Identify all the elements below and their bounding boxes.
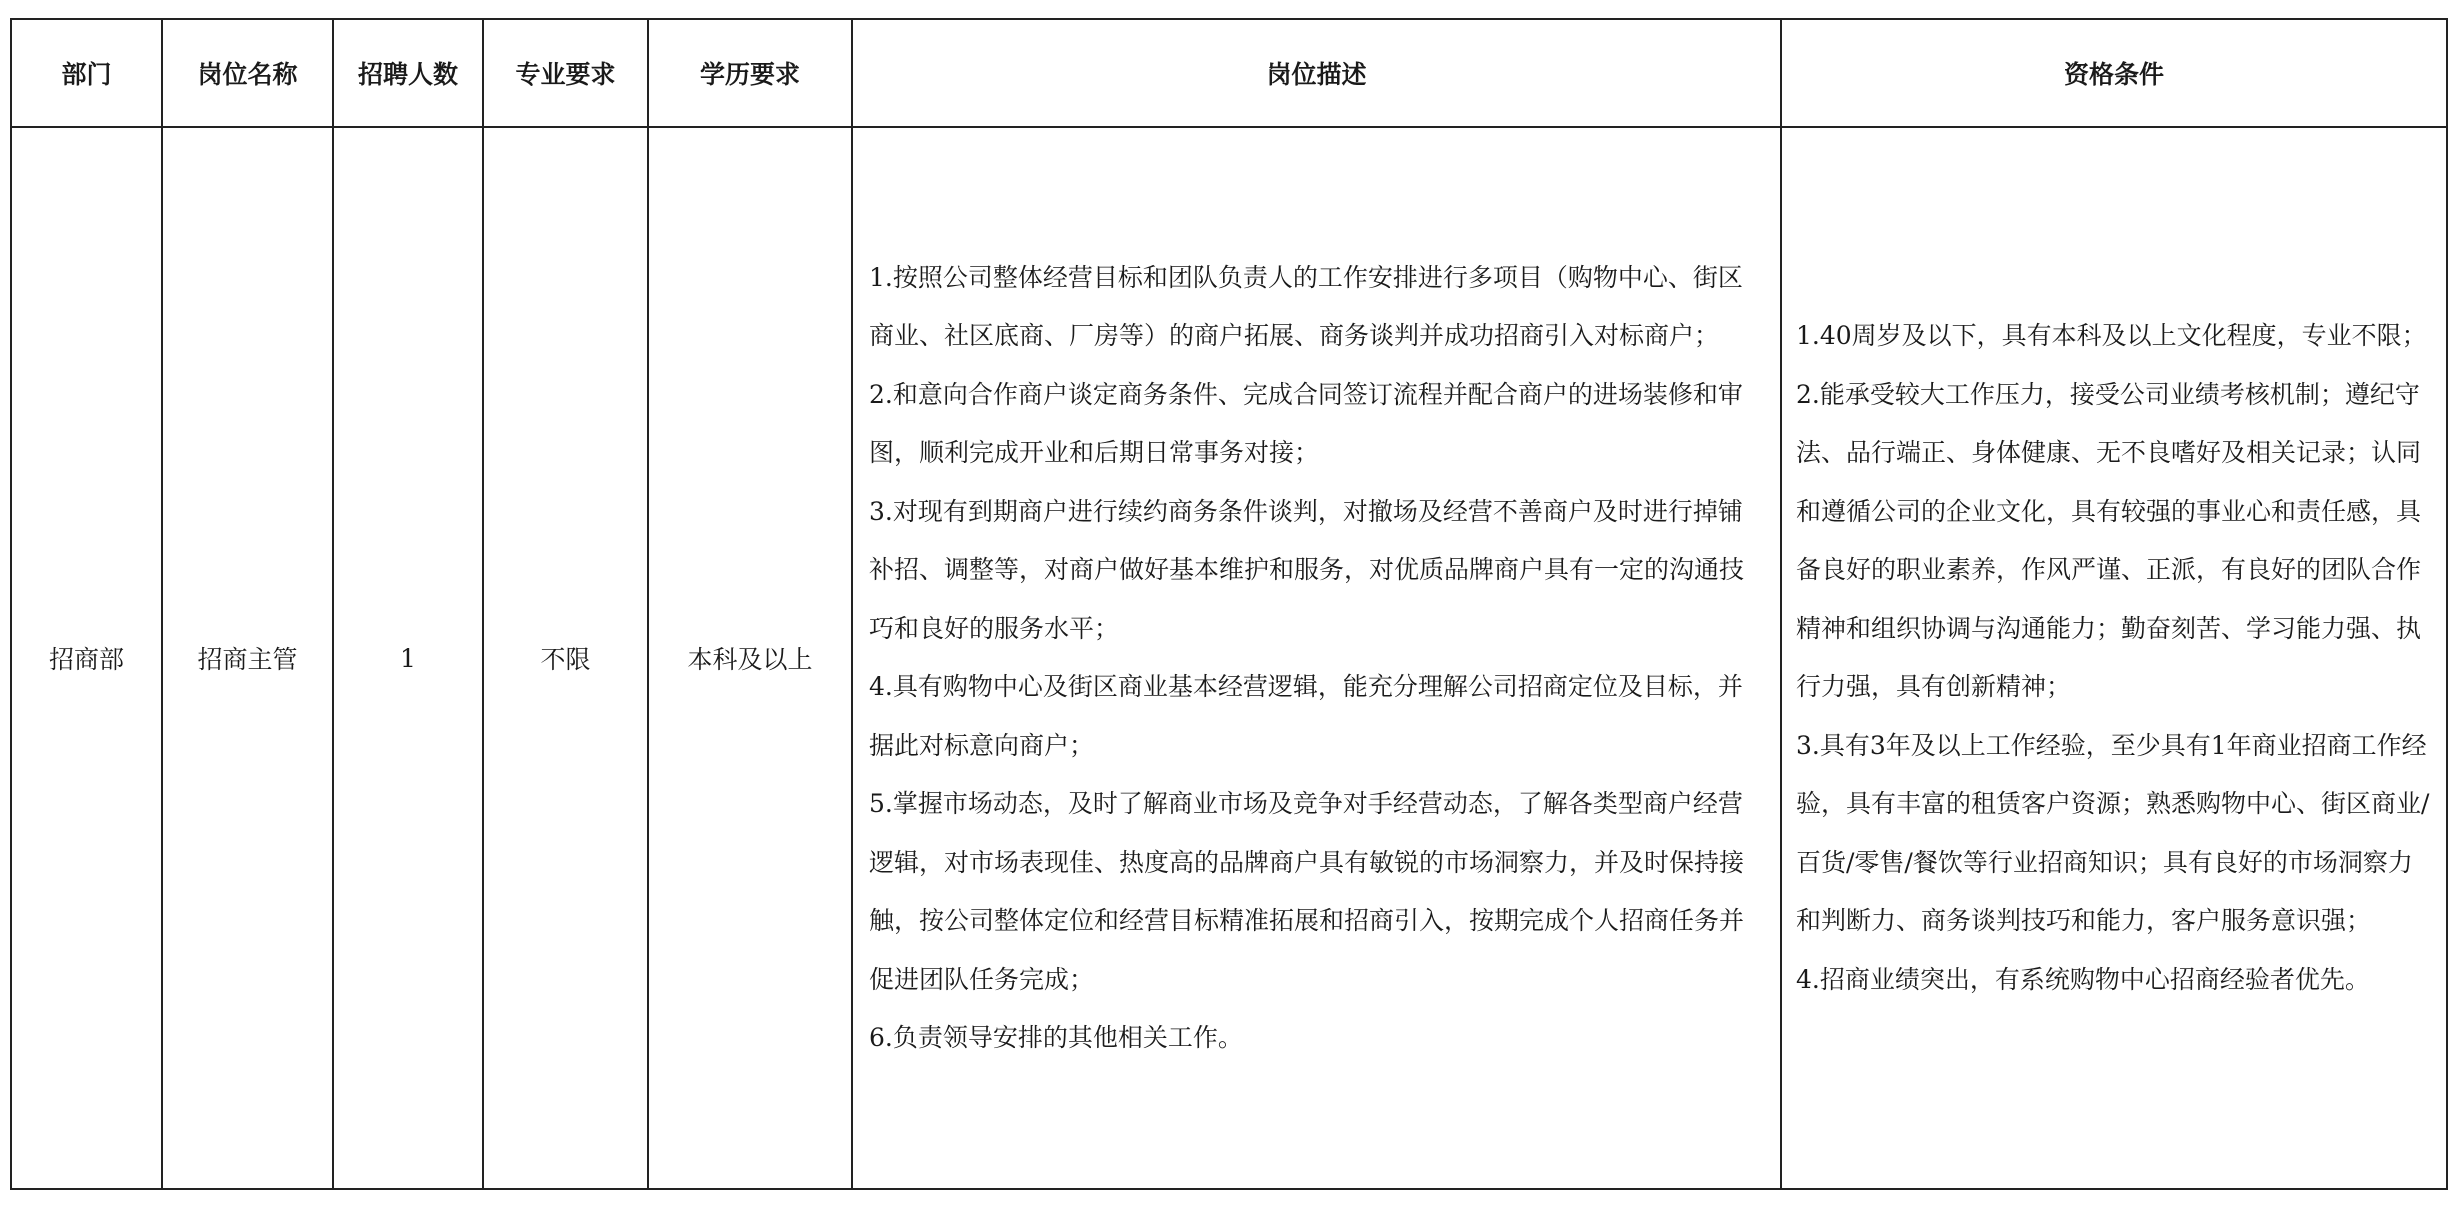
qualification-item-4: 4.招商业绩突出，有系统购物中心招商经验者优先。 <box>1796 964 2370 994</box>
description-item-6: 6.负责领导安排的其他相关工作。 <box>869 1023 1243 1052</box>
cell-major: 不限 <box>483 127 648 1189</box>
description-item-2: 2.和意向合作商户谈定商务条件、完成合同签订流程并配合商户的进场装修和审图，顺利完成开业和后期日常事务对接； <box>869 379 1743 467</box>
cell-qualifications <box>1781 127 2447 1189</box>
header-major: 专业要求 <box>483 19 648 127</box>
description-item-1: 1.按照公司整体经营目标和团队负责人的工作安排进行多项目（购物中心、街区商业、社区底商、厂房等）的商户拓展、商务谈判并成功招商引入对标商户； <box>869 262 1743 350</box>
header-position: 岗位名称 <box>162 19 333 127</box>
header-description: 岗位描述 <box>852 19 1781 127</box>
recruitment-table <box>10 18 2448 1190</box>
qualification-item-1: 1.40周岁及以下，具有本科及以上文化程度，专业不限； <box>1796 321 2427 350</box>
table-row <box>11 127 2447 1189</box>
qualification-item-2: 2.能承受较大工作压力，接受公司业绩考核机制；遵纪守法、品行端正、身体健康、无不良嗜好及相关记录；认同和遵循公司的企业文化，具有较强的事业心和责任感，具备良好的职业素养，作风严谨、正派，有良好的团队合作精神和组织协调与沟通能力；勤奋刻苦、学习能力强、执行力强，具有创新精神； <box>1796 379 2422 701</box>
header-qualifications: 资格条件 <box>1781 19 2447 127</box>
recruitment-table-container <box>10 18 2448 1190</box>
cell-description <box>852 127 1781 1189</box>
cell-position: 招商主管 <box>162 127 333 1189</box>
qualification-item-3: 3.具有3年及以上工作经验，至少具有1年商业招商工作经验，具有丰富的租赁客户资源；熟悉购物中心、街区商业/百货/零售/餐饮等行业招商知识；具有良好的市场洞察力和判断力、商务谈判技巧和能力，客户服务意识强； <box>1796 730 2430 935</box>
header-education: 学历要求 <box>648 19 852 127</box>
cell-education: 本科及以上 <box>648 127 852 1189</box>
description-item-5: 5.掌握市场动态，及时了解商业市场及竞争对手经营动态，了解各类型商户经营逻辑，对市场表现佳、热度高的品牌商户具有敏锐的市场洞察力，并及时保持接触，按公司整体定位和经营目标精准拓展和招商引入，按期完成个人招商任务并促进团队任务完成； <box>869 789 1745 994</box>
description-item-3: 3.对现有到期商户进行续约商务条件谈判，对撤场及经营不善商户及时进行掉铺补招、调整等，对商户做好基本维护和服务，对优质品牌商户具有一定的沟通技巧和良好的服务水平； <box>869 496 1745 643</box>
cell-dept: 招商部 <box>11 127 162 1189</box>
description-item-4: 4.具有购物中心及街区商业基本经营逻辑，能充分理解公司招商定位及目标，并据此对标意向商户； <box>869 672 1743 760</box>
header-row <box>11 19 2447 127</box>
header-headcount: 招聘人数 <box>333 19 483 127</box>
cell-headcount: 1 <box>333 127 483 1189</box>
header-dept: 部门 <box>11 19 162 127</box>
